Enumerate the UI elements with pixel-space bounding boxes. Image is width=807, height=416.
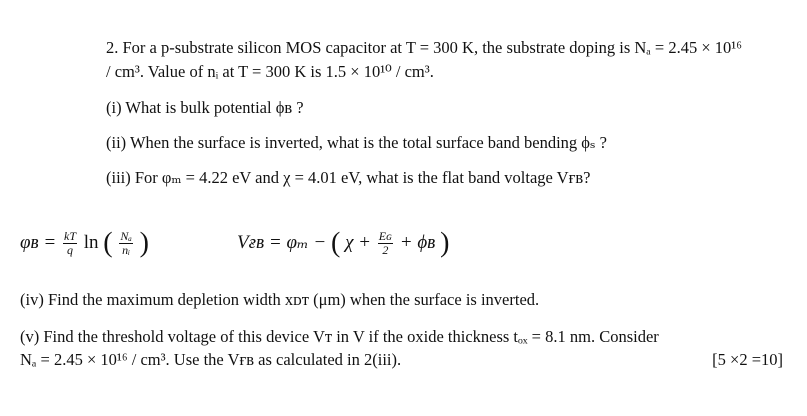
part-iv: (iv) Find the maximum depletion width xᴅᴛ (μm) when the surface is inverted. <box>20 290 540 309</box>
fraction-numerator: Nₐ <box>120 229 132 244</box>
fraction-na-over-ni <box>119 230 133 257</box>
fraction-denominator: q <box>67 243 73 258</box>
part-v-line-1: (v) Find the threshold voltage of this device Vᴛ in V if the oxide thickness tₒₓ = 8.1 nm. Consider <box>20 327 659 346</box>
part-iii: (iii) For φₘ = 4.22 eV and χ = 4.01 eV, what is the flat band voltage Vғʙ? <box>106 168 591 187</box>
part-i: (i) What is bulk potential ϕʙ ? <box>106 98 304 117</box>
question-line-2: / cm³. Value of nᵢ at T = 300 K is 1.5 × 10¹⁰ / cm³. <box>106 62 434 81</box>
left-paren: ( <box>331 227 341 259</box>
phi-b-lhs: φʙ = <box>20 232 57 253</box>
part-ii: (ii) When the surface is inverted, what is the total surface band bending ϕₛ ? <box>106 133 607 152</box>
vfb-lhs: Vғʙ = φₘ − <box>237 232 327 253</box>
fraction-denominator: 2 <box>382 243 389 258</box>
equation-flat-band-voltage <box>237 228 449 258</box>
marks-label: [5 ×2 =10] <box>712 350 783 369</box>
part-v-line-2: Nₐ = 2.45 × 10¹⁶ / cm³. Use the Vғʙ as calculated in 2(iii). <box>20 350 402 369</box>
left-paren: ( <box>103 227 113 259</box>
chi-term: χ + <box>345 232 372 253</box>
ln-operator: ln <box>83 232 99 253</box>
fraction-eg-over-2 <box>378 230 393 257</box>
right-paren: ) <box>440 227 450 259</box>
right-paren: ) <box>139 227 149 259</box>
fraction-denominator: nᵢ <box>122 243 131 258</box>
fraction-kt-over-q <box>63 230 77 257</box>
question-line-1: 2. For a p-substrate silicon MOS capacitor at T = 300 K, the substrate doping is Nₐ = 2.45 × 10¹⁶ <box>106 38 742 57</box>
fraction-numerator: kT <box>64 229 76 244</box>
equation-bulk-potential <box>20 228 149 258</box>
fraction-numerator: Eɢ <box>378 229 393 244</box>
phi-b-term: + ϕʙ <box>399 232 436 253</box>
